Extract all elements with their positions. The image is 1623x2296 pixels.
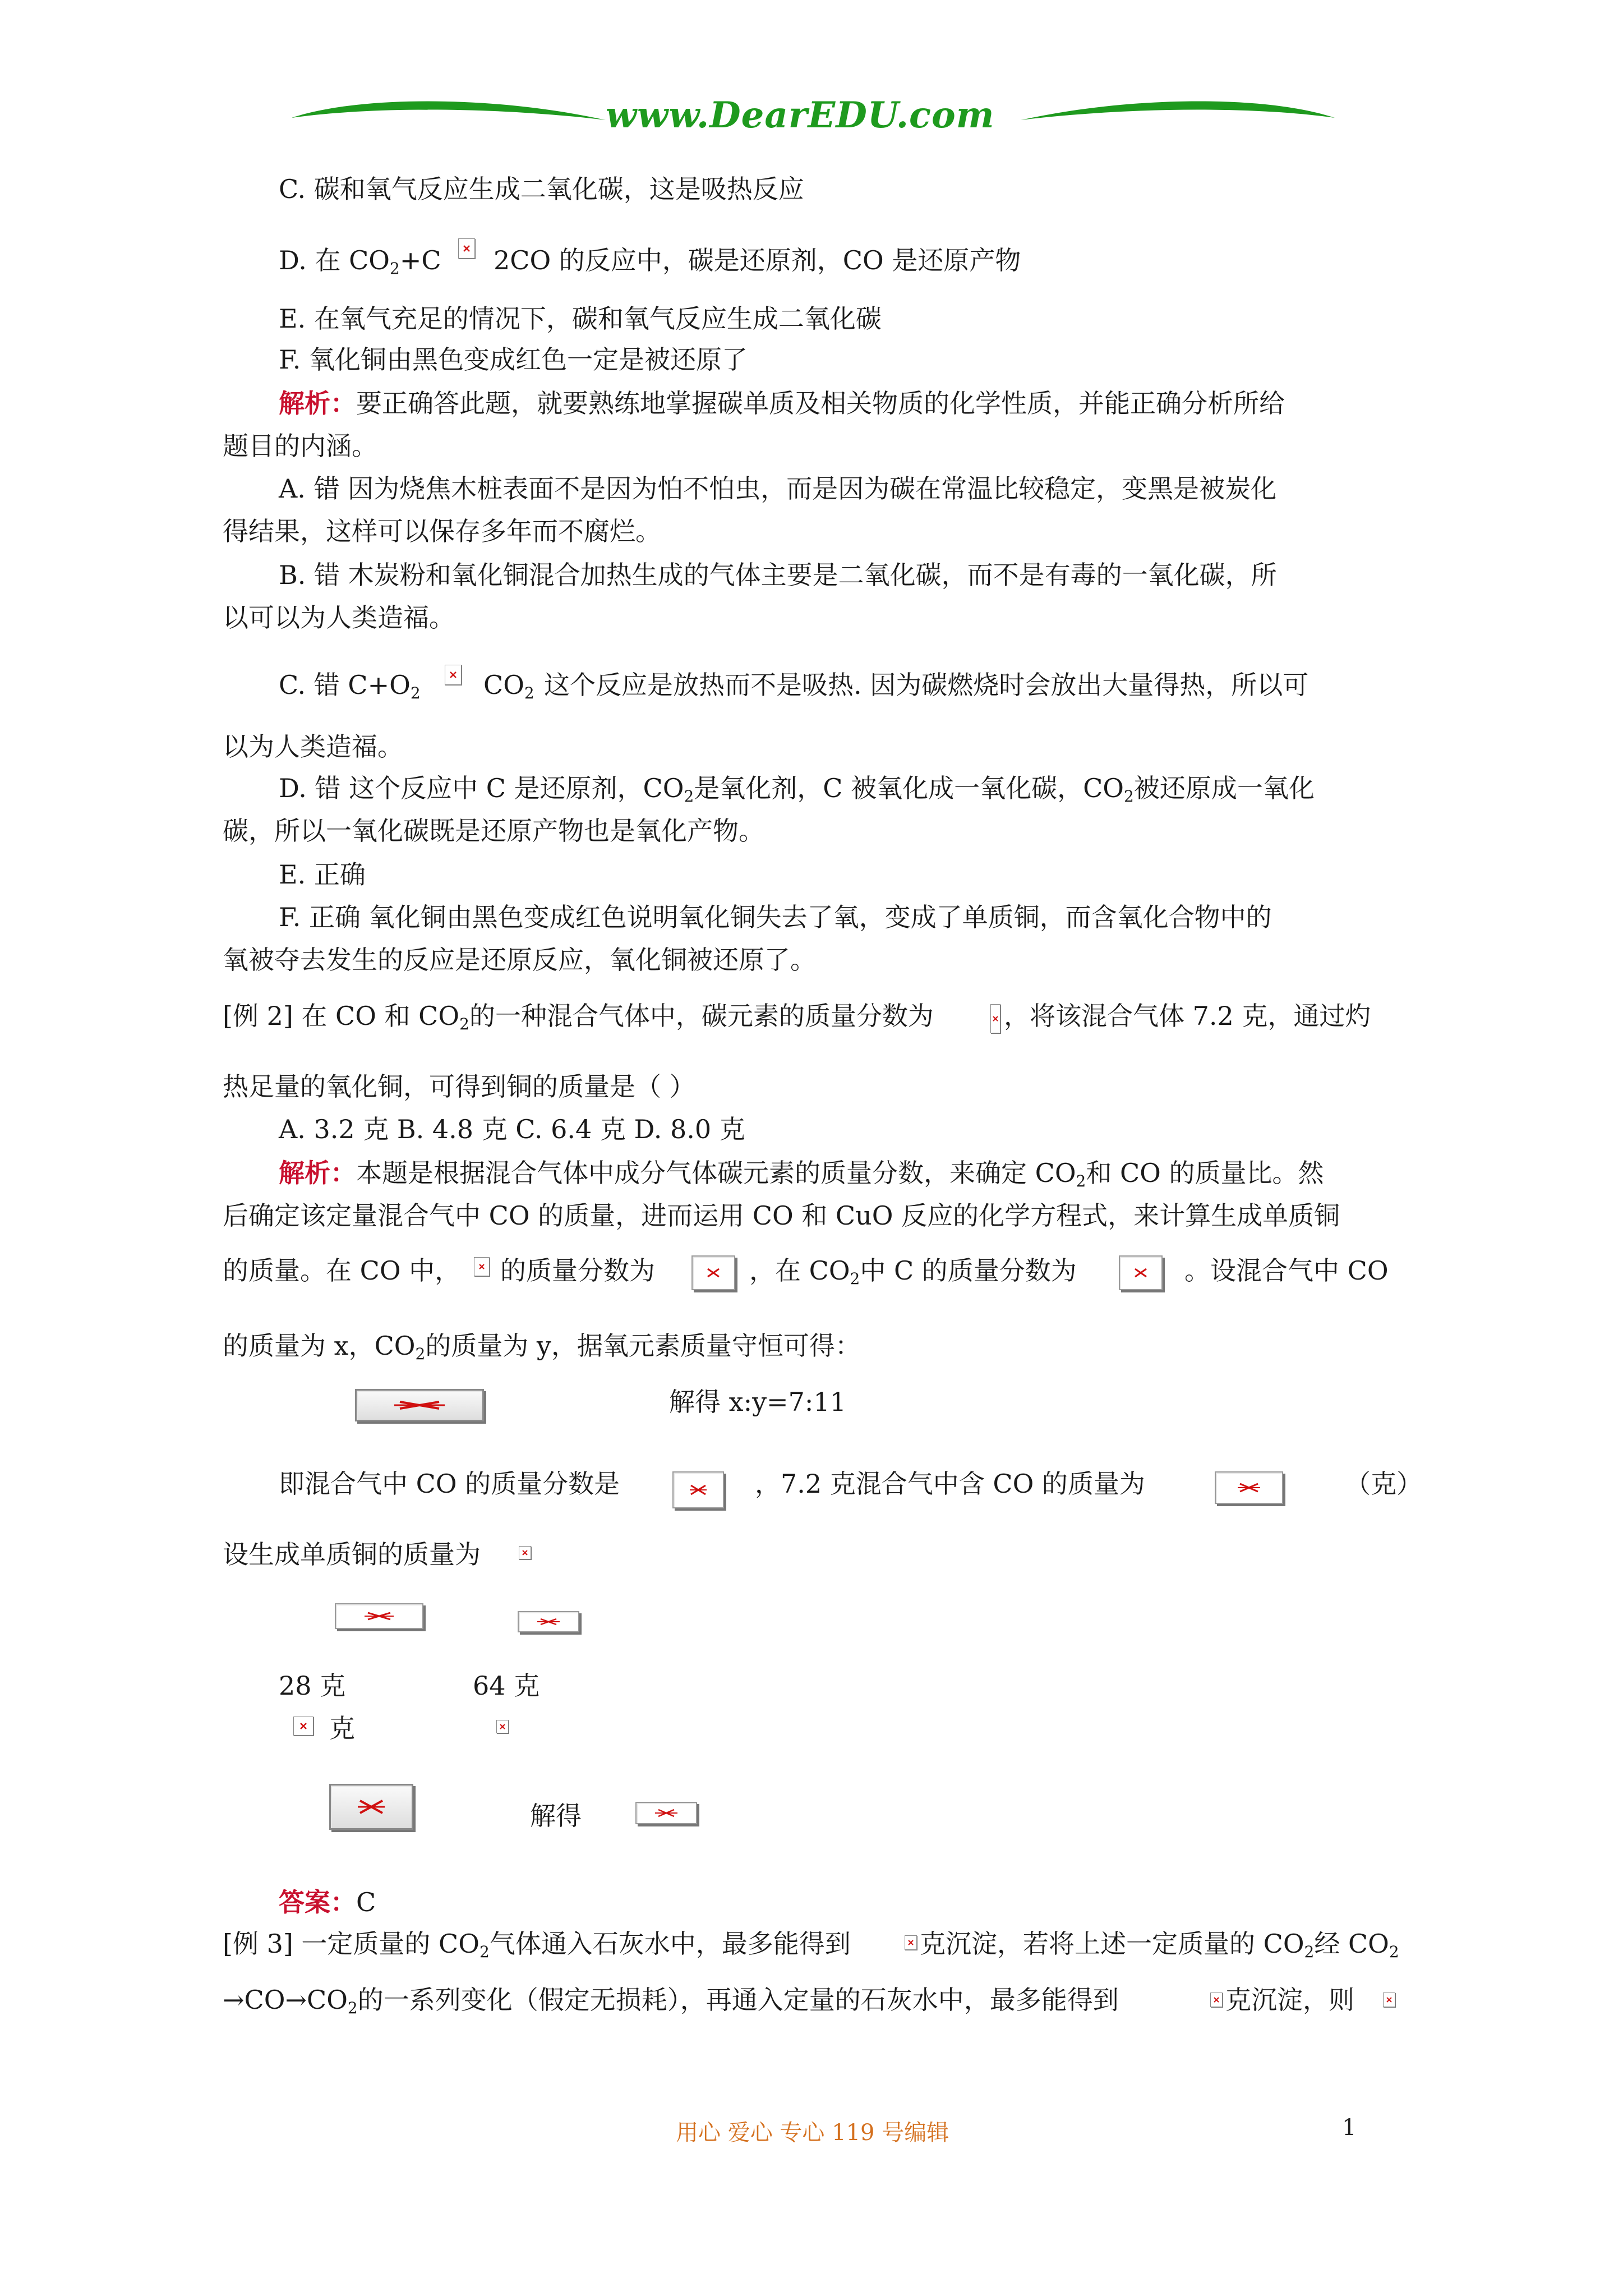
analysis-1: 解析：要正确答此题，就要熟练地掌握碳单质及相关物质的化学性质，并能正确分析所给 (279, 388, 1285, 418)
footer-credit: 用心 爱心 专心 119 号编辑 (676, 2120, 949, 2146)
mass-64: 64 克 (473, 1671, 540, 1701)
example-3-tail: 克沉淀，若将上述一定质量的 $CO_2$经 $CO_2$ (920, 1929, 1399, 1961)
broken-image-icon (672, 1471, 724, 1508)
analysis-c: C. 错 $C+O_2$ (279, 670, 421, 702)
broken-image-icon (445, 665, 462, 685)
analysis-2e: 即混合气中 CO 的质量分数是 (279, 1469, 620, 1499)
analysis-a2: 得结果，这样可以保存多年而不腐烂。 (223, 516, 661, 546)
analysis-2c-3: ，在 $CO_2$中 C 的质量分数为 (749, 1255, 1077, 1288)
analysis-2d: 的质量为 x，$CO_2$的质量为 y，据氧元素质量守恒可得： (223, 1331, 861, 1363)
broken-image-icon (1215, 1471, 1283, 1504)
site-logo-text: www.DearEDU.com (606, 94, 995, 136)
analysis-2c-2: 的质量分数为 (500, 1255, 655, 1286)
broken-image-icon (519, 1546, 531, 1559)
analysis-2f: 设生成单质铜的质量为 (223, 1539, 481, 1570)
option-d: D. 在 $CO_2+C$ (279, 245, 441, 278)
analysis-d2: 碳，所以一氧化碳既是还原产物也是氧化产物。 (223, 816, 764, 846)
broken-image-icon (1119, 1255, 1163, 1290)
example-2b: 热足量的氧化铜，可得到铜的质量是（ ） (223, 1071, 695, 1102)
analysis-2e-3: （克） (1345, 1469, 1422, 1499)
analysis-2c: 的质量。在 CO 中， (223, 1255, 461, 1286)
example-3b: $\to CO\to CO_2$的一系列变化（假定无损耗），再通入定量的石灰水中，最多能得到 (223, 1985, 1119, 2017)
analysis-c-mid: $CO_2$ (483, 670, 534, 702)
right-swoosh-icon (1021, 95, 1335, 140)
solve-ratio: 解得 x:y=7:11 (669, 1387, 846, 1417)
broken-image-icon (905, 1935, 917, 1950)
header-logo (292, 84, 1335, 151)
analysis-b: B. 错 木炭粉和氧化铜混合加热生成的气体主要是二氧化碳，而不是有毒的一氧化碳，所 (279, 560, 1277, 590)
option-f: F. 氧化铜由黑色变成红色一定是被还原了 (279, 344, 748, 375)
equation-image (355, 1389, 484, 1421)
analysis-c2: 以为人类造福。 (223, 731, 403, 762)
analysis-a: A. 错 因为烧焦木桩表面不是因为怕不怕虫，而是因为碳在常温比较稳定，变黑是被炭化 (279, 473, 1277, 504)
analysis-2: 解析：本题是根据混合气体中成分气体碳元素的质量分数，来确定 $CO_2$和 CO 的质量比。然 (279, 1158, 1324, 1190)
analysis-d: D. 错 这个反应中 C 是还原剂，$CO_2$是氧化剂，C 被氧化成一氧化碳，$CO_2$被还原成一氧化 (279, 773, 1315, 806)
analysis-2e-2: ，7.2 克混合气中含 CO 的质量为 (755, 1469, 1145, 1499)
analysis-2c-4: 。设混合气中 CO (1184, 1255, 1389, 1286)
analysis-b2: 以可以为人类造福。 (223, 602, 455, 633)
broken-image-icon (1210, 1993, 1223, 2007)
equation-image (335, 1603, 423, 1629)
broken-image-icon (474, 1257, 490, 1276)
broken-image-icon (293, 1717, 313, 1736)
analysis-e: E. 正确 (279, 859, 366, 890)
example-2-options: A. 3.2 克 B. 4.8 克 C. 6.4 克 D. 8.0 克 (279, 1114, 745, 1144)
analysis-1b: 题目的内涵。 (223, 431, 377, 461)
example-3: [例 3] 一定质量的 $CO_2$气体通入石灰水中，最多能得到 (223, 1929, 851, 1961)
broken-image-icon (458, 238, 475, 259)
page-number: 1 (1342, 2115, 1357, 2141)
analysis-c-tail: 这个反应是放热而不是吸热. 因为碳燃烧时会放出大量得热，所以可 (544, 670, 1309, 700)
broken-image-icon (990, 1004, 1000, 1033)
option-c: C. 碳和氧气反应生成二氧化碳，这是吸热反应 (279, 174, 804, 204)
mass-28: 28 克 (279, 1671, 346, 1701)
analysis-f: F. 正确 氧化铜由黑色变成红色说明氧化铜失去了氧，变成了单质铜，而含氧化合物中的 (279, 902, 1272, 932)
equation-image (635, 1802, 697, 1824)
example-3b-tail: 克沉淀，则 (1225, 1985, 1354, 2015)
broken-image-icon (691, 1255, 735, 1290)
example-2-tail: ，将该混合气体 7.2 克，通过灼 (1004, 1001, 1371, 1031)
option-e: E. 在氧气充足的情况下，碳和氧气反应生成二氧化碳 (279, 303, 882, 334)
equation-image (518, 1611, 579, 1632)
solve-result: 解得 (530, 1801, 582, 1831)
broken-image-icon (1383, 1993, 1395, 2007)
example-2: [例 2] 在 CO 和 $CO_2$的一种混合气体中，碳元素的质量分数为 (223, 1001, 934, 1033)
analysis-f2: 氧被夺去发生的反应是还原反应，氧化铜被还原了。 (223, 945, 816, 975)
broken-image-icon (496, 1720, 509, 1733)
mass-unit: 克 (329, 1713, 355, 1743)
left-swoosh-icon (292, 95, 606, 140)
option-d-tail: 2CO 的反应中，碳是还原剂，CO 是还原产物 (494, 245, 1021, 275)
answer: 答案：C (279, 1887, 376, 1917)
equation-image (329, 1784, 413, 1830)
analysis-2b: 后确定该定量混合气中 CO 的质量，进而运用 CO 和 CuO 反应的化学方程式，来计算生成单质铜 (223, 1200, 1340, 1231)
